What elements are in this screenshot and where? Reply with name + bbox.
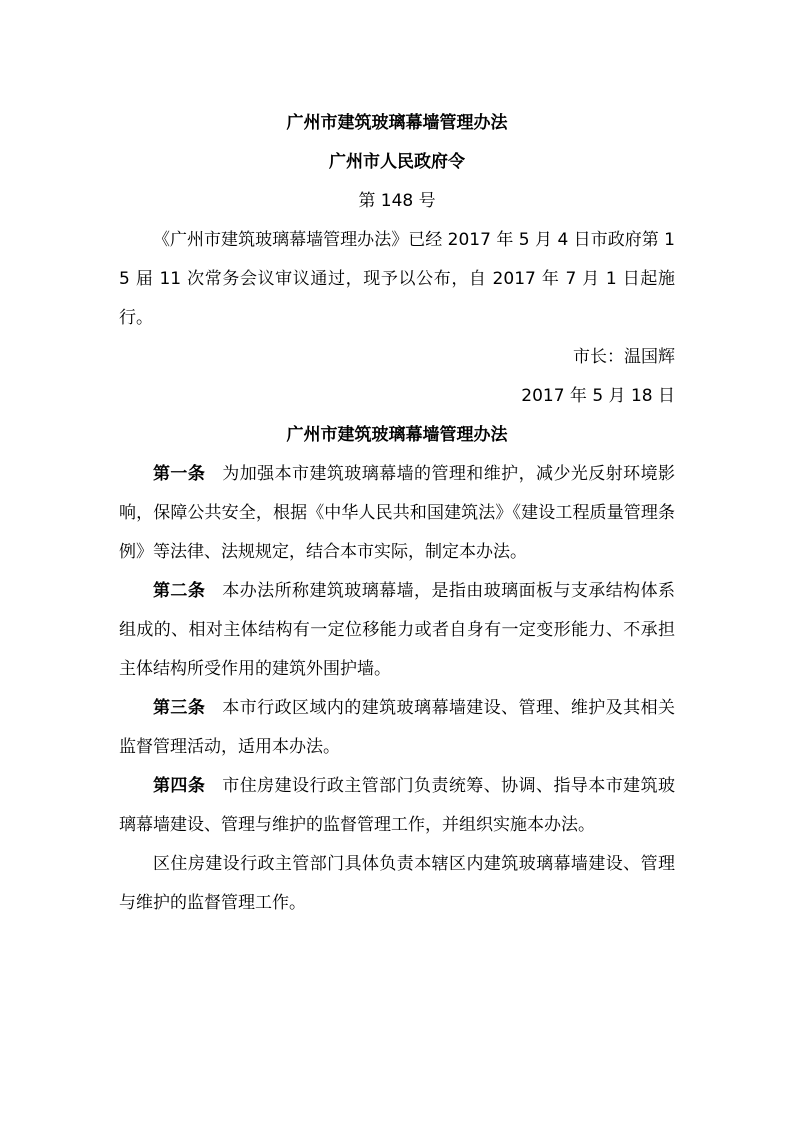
document-title: 广州市建筑玻璃幕墙管理办法 — [286, 113, 508, 133]
article-number: 第三条 — [153, 698, 206, 718]
article-number: 第四条 — [153, 776, 206, 796]
promulgation-paragraph: 《广州市建筑玻璃幕墙管理办法》已经 2017 年 5 月 4 日市政府第 15 届 11 次常务会议审议通过，现予以公布，自 2017 年 7 月 1 日起施行。 — [119, 230, 675, 328]
document-body — [119, 104, 675, 923]
order-issuer: 广州市人民政府令 — [329, 152, 465, 172]
body-title: 广州市建筑玻璃幕墙管理办法 — [286, 425, 508, 445]
sign-date: 2017 年 5 月 18 日 — [521, 386, 675, 406]
article-3 — [119, 689, 675, 767]
article-text: 市住房建设行政主管部门负责统筹、协调、指导本市建筑玻璃幕墙建设、管理与维护的监督管理工作，并组织实施本办法。 — [119, 776, 676, 835]
article-text: 为加强本市建筑玻璃幕墙的管理和维护，减少光反射环境影响，保障公共安全，根据《中华人民共和国建筑法》《建设工程质量管理条例》等法律、法规规定，结合本市实际，制定本办法。 — [119, 464, 676, 562]
article-number: 第一条 — [153, 464, 206, 484]
signatory: 市长：温国辉 — [573, 347, 675, 367]
article-4 — [119, 767, 675, 845]
order-number: 第 148 号 — [358, 191, 436, 211]
article-1 — [119, 455, 675, 572]
article-2 — [119, 572, 675, 689]
article-text: 本市行政区域内的建筑玻璃幕墙建设、管理、维护及其相关监督管理活动，适用本办法。 — [119, 698, 676, 757]
article-text: 本办法所称建筑玻璃幕墙，是指由玻璃面板与支承结构体系组成的、相对主体结构有一定位移能力或者自身有一定变形能力、不承担主体结构所受作用的建筑外围护墙。 — [119, 581, 676, 679]
closing-paragraph: 区住房建设行政主管部门具体负责本辖区内建筑玻璃幕墙建设、管理与维护的监督管理工作。 — [119, 854, 675, 913]
article-number: 第二条 — [153, 581, 206, 601]
